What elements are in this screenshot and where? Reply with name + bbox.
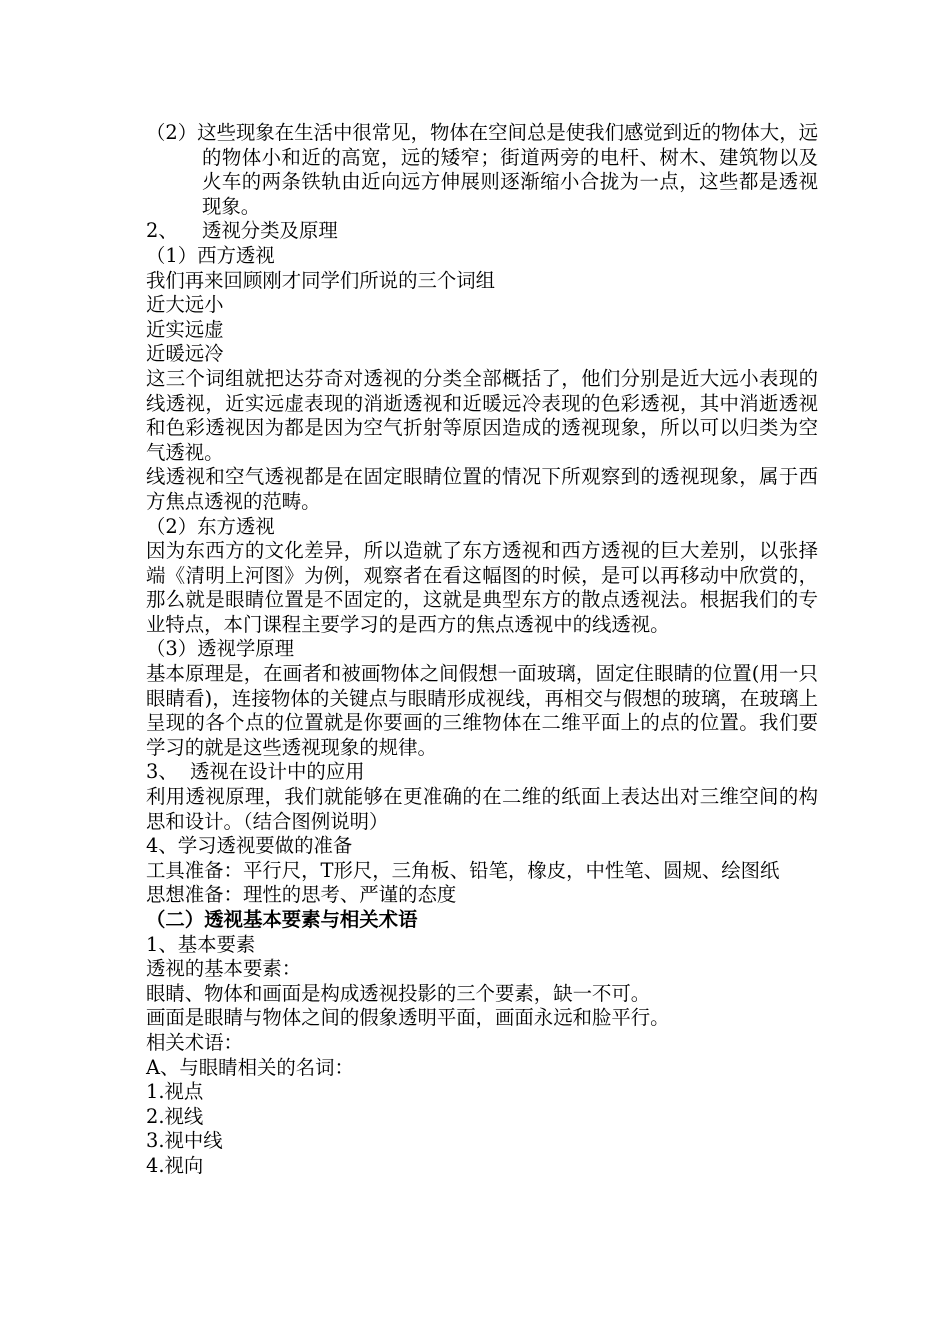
paragraph-eastern: 因为东西方的文化差异，所以造就了东方透视和西方透视的巨大差别，以张择端《清明上河图》为例，观察者在看这幅图的时候，是可以再移动中欣赏的，那么就是眼睛位置是不固定的，这就是典型东方的散点透视法。根据我们的专业特点，本门课程主要学习的是西方的焦点透视中的线透视。: [146, 539, 818, 636]
term-item: 4.视向: [146, 1153, 204, 1177]
paragraph-picture-plane: 画面是眼睛与物体之间的假象透明平面，画面永远和脸平行。: [146, 1006, 670, 1030]
subheading-western-perspective: （1）西方透视: [146, 243, 275, 267]
phrase-item: 近暖远冷: [146, 342, 224, 366]
label-eye-terms: A、与眼睛相关的名词：: [146, 1055, 354, 1079]
paragraph-mindset: 思想准备：理性的思考、严谨的态度: [146, 883, 457, 907]
term-item: 1.视点: [146, 1080, 204, 1104]
phrase-item: 近实远虚: [146, 317, 224, 341]
document-body: [146, 121, 818, 1179]
paragraph-focal-perspective: 线透视和空气透视都是在固定眼睛位置的情况下所观察到的透视现象，属于西方焦点透视的范畴。: [146, 465, 818, 513]
paragraph-review: 我们再来回顾刚才同学们所说的三个词组: [146, 268, 496, 292]
subheading-basic-elements: 1、基本要素: [146, 932, 256, 956]
phrase-item: 近大远小: [146, 293, 224, 317]
label-basic-elements: 透视的基本要素：: [146, 957, 302, 981]
part-heading: （二）透视基本要素与相关术语: [146, 908, 418, 931]
paragraph-application: 利用透视原理，我们就能够在更准确的在二维的纸面上表达出对三维空间的构思和设计。（结合图例说明）: [146, 785, 818, 833]
term-item: 3.视中线: [146, 1129, 223, 1153]
subheading-principle: （3）透视学原理: [146, 637, 295, 661]
term-item: 2.视线: [146, 1104, 204, 1128]
section-heading-2: [146, 219, 818, 244]
paragraph-principle: 基本原理是，在画者和被画物体之间假想一面玻璃，固定住眼睛的位置(用一只眼睛看)，连接物体的关键点与眼睛形成视线，再相交与假想的玻璃，在玻璃上呈现的各个点的位置就是你要画的三维物体在二维平面上的点的位置。我们要学习的就是这些透视现象的规律。: [146, 662, 818, 759]
paragraph-phenomena: （2）这些现象在生活中很常见，物体在空间总是使我们感觉到近的物体大，远的物体小和近的高宽，远的矮窄；街道两旁的电杆、树木、建筑物以及火车的两条铁轨由近向远方伸展则逐渐缩小合拢为一点，这些都是透视现象。: [146, 121, 818, 218]
label-terms: 相关术语：: [146, 1030, 243, 1054]
subheading-eastern-perspective: （2）东方透视: [146, 514, 275, 538]
section-heading-4: 4、学习透视要做的准备: [146, 834, 353, 858]
paragraph-tools: 工具准备：平行尺，T形尺，三角板、铅笔，橡皮，中性笔、圆规、绘图纸: [146, 858, 780, 882]
paragraph-elements: 眼睛、物体和画面是构成透视投影的三个要素，缺一不可。: [146, 981, 651, 1005]
section-number: 3、: [146, 760, 178, 784]
section-heading-3: [146, 760, 818, 785]
section-title: 透视在设计中的应用: [190, 760, 365, 784]
section-title: 透视分类及原理: [202, 219, 338, 243]
paragraph-classification: 这三个词组就把达芬奇对透视的分类全部概括了，他们分别是近大远小表现的线透视，近实远虚表现的消逝透视和近暖远冷表现的色彩透视，其中消逝透视和色彩透视因为都是因为空气折射等原因造成的透视现象，所以可以归类为空气透视。: [146, 366, 818, 464]
section-number: 2、: [146, 219, 178, 243]
